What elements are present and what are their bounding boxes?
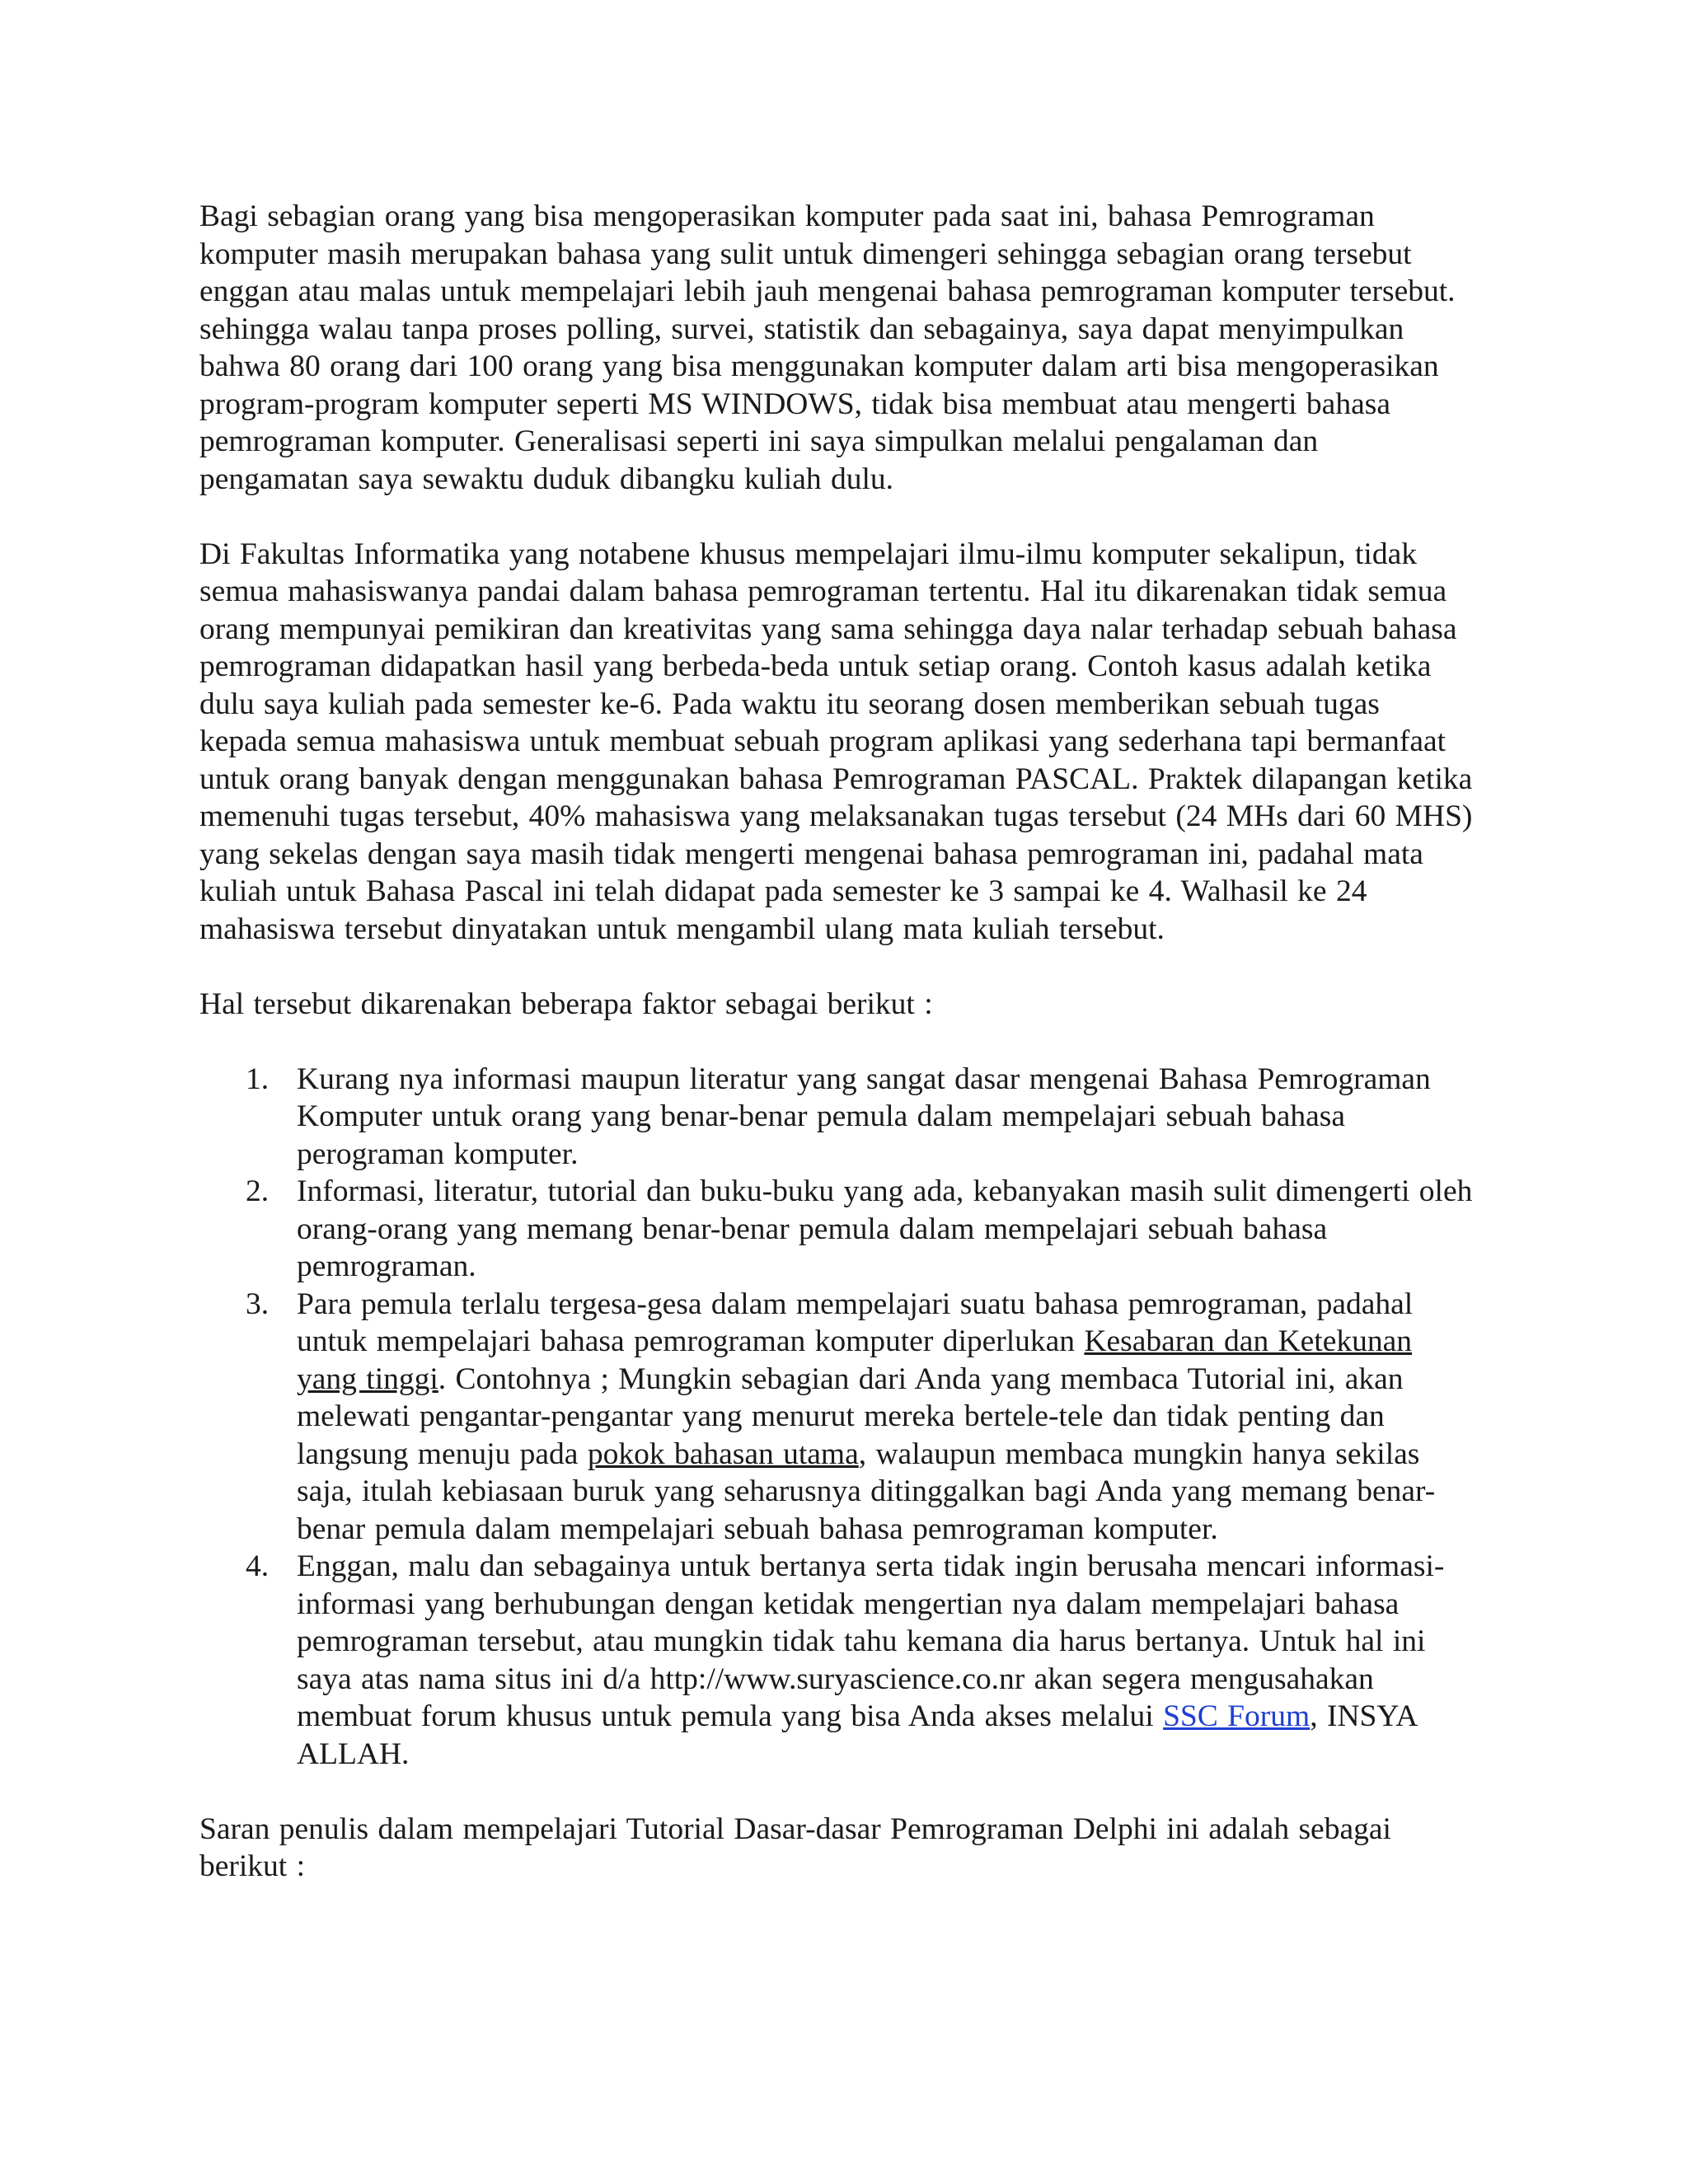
factors-list bbox=[199, 1061, 1473, 1774]
list-item-text: Informasi, literatur, tutorial dan buku-buku yang ada, kebanyakan masih sulit dimengerti oleh orang-orang yang memang benar-benar pemula dalam mempelajari sebuah bahasa pemrograman. bbox=[297, 1174, 1473, 1283]
list-number: 2. bbox=[246, 1174, 270, 1208]
paragraph-faculty-example: Di Fakultas Informatika yang notabene khusus mempelajari ilmu-ilmu komputer sekalipun, tidak semua mahasiswanya pandai dalam bahasa pemrograman tertentu. Hal itu dikarenakan tidak semua orang mempunyai pemikiran dan kreativitas yang sama sehingga daya nalar terhadap sebuah bahasa pemrograman didapatkan hasil yang berbeda-beda untuk setiap orang. Contoh kasus adalah ketika dulu saya kuliah pada semester ke-6. Pada waktu itu seorang dosen memberikan sebuah tugas kepada semua mahasiswa untuk membuat sebuah program aplikasi yang sederhana tapi bermanfaat untuk orang banyak dengan menggunakan bahasa Pemrograman PASCAL. Praktek dilapangan ketika memenuhi tugas tersebut, 40% mahasiswa yang melaksanakan tugas tersebut (24 MHs dari 60 MHS) yang sekelas dengan saya masih tidak mengerti mengenai bahasa pemrograman ini, padahal mata kuliah untuk Bahasa Pascal ini telah didapat pada semester ke 3 sampai ke 4. Walhasil ke 24 mahasiswa tersebut dinyatakan untuk mengambil ulang mata kuliah tersebut. bbox=[199, 537, 1473, 946]
ssc-forum-link[interactable]: SSC Forum bbox=[1163, 1699, 1311, 1733]
underlined-phrase-patience: Kesabaran dan Ketekunan yang tinggi bbox=[297, 1324, 1413, 1396]
list-item-text: Para pemula terlalu tergesa-gesa dalam mempelajari suatu bahasa pemrograman, padahal untuk mempelajari bahasa pemrograman komputer diperlukan bbox=[297, 1286, 1414, 1358]
underlined-phrase-main-topic: pokok bahasan utama bbox=[587, 1436, 859, 1471]
list-item-text: , walaupun membaca mungkin hanya sekilas saja, itulah kebiasaan buruk yang seharusnya ditinggalkan bagi Anda yang memang benar-benar pemula dalam mempelajari sebuah bahasa pemrograman komputer. bbox=[297, 1436, 1436, 1546]
list-item-text: , INSYA ALLAH. bbox=[297, 1699, 1417, 1771]
list-item-text: Kurang nya informasi maupun literatur yang sangat dasar mengenai Bahasa Pemrograman Komputer untuk orang yang benar-benar pemula dalam mempelajari sebuah bahasa perograman komputer. bbox=[297, 1062, 1431, 1171]
list-item-text: . Contohnya ; Mungkin sebagian dari Anda yang membaca Tutorial ini, akan melewati pengantar-pengantar yang menurut mereka bertele-tele dan tidak penting dan langsung menuju pada bbox=[297, 1361, 1404, 1471]
list-number: 1. bbox=[246, 1062, 270, 1096]
list-item bbox=[199, 1061, 1473, 1174]
list-item-text: Enggan, malu dan sebagainya untuk bertanya serta tidak ingin berusaha mencari informasi-informasi yang berhubungan dengan ketidak mengertian nya dalam mempelajari bahasa pemrograman tersebut, atau mungkin tidak tahu kemana dia harus bertanya. Untuk hal ini saya atas nama situs ini d/a http://www.suryascience.co.nr akan segera mengusahakan membuat forum khusus untuk pemula yang bisa Anda akses melalui bbox=[297, 1549, 1445, 1733]
list-number: 3. bbox=[246, 1286, 270, 1321]
list-item bbox=[199, 1548, 1473, 1773]
document-page bbox=[199, 198, 1473, 1886]
paragraph-author-suggestion: Saran penulis dalam mempelajari Tutorial Dasar-dasar Pemrograman Delphi ini adalah sebagai berikut : bbox=[199, 1811, 1391, 1883]
list-item bbox=[199, 1286, 1473, 1549]
paragraph-factors-intro: Hal tersebut dikarenakan beberapa faktor sebagai berikut : bbox=[199, 987, 933, 1021]
paragraph-intro: Bagi sebagian orang yang bisa mengoperasikan komputer pada saat ini, bahasa Pemrograman komputer masih merupakan bahasa yang sulit untuk dimengeri sehingga sebagian orang tersebut enggan atau malas untuk mempelajari lebih jauh mengenai bahasa pemrograman komputer tersebut. sehingga walau tanpa proses polling, survei, statistik dan sebagainya, saya dapat menyimpulkan bahwa 80 orang dari 100 orang yang bisa menggunakan komputer dalam arti bisa mengoperasikan program-program komputer seperti MS WINDOWS, tidak bisa membuat atau mengerti bahasa pemrograman komputer. Generalisasi seperti ini saya simpulkan melalui pengalaman dan pengamatan saya sewaktu duduk dibangku kuliah dulu. bbox=[199, 199, 1456, 496]
list-number: 4. bbox=[246, 1549, 270, 1583]
list-item bbox=[199, 1173, 1473, 1286]
